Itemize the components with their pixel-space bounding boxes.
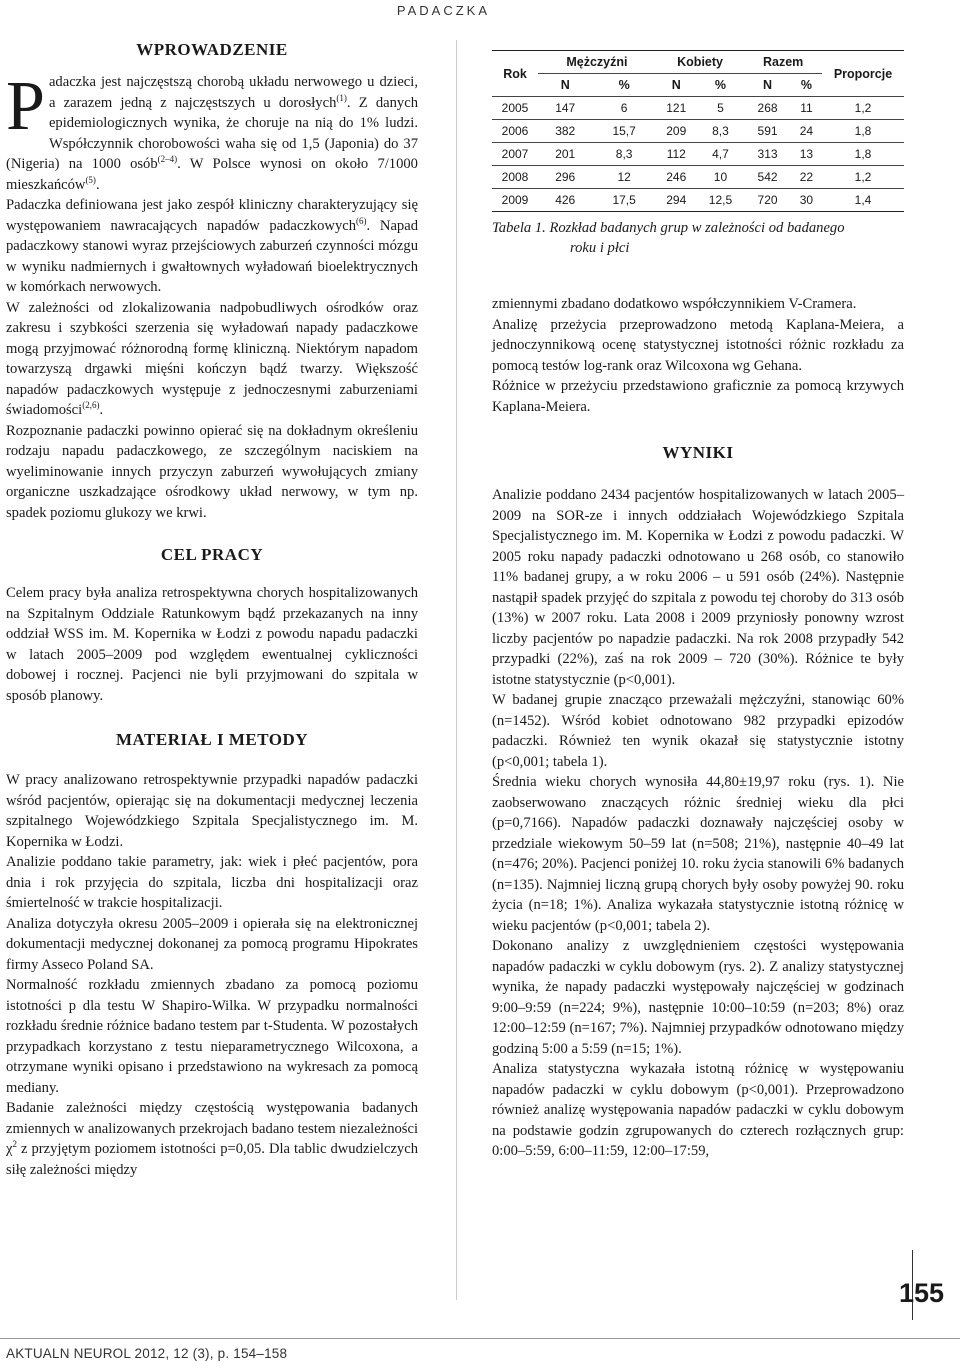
table-cell: 426	[538, 189, 592, 212]
intro-paragraph-2: Padaczka definiowana jest jako zespół kliniczny charakteryzujący się występowaniem nawracających napadów padaczkowych$^{(6)}$. Napad padaczkowy stanowi wyraz przejściowych zaburzeń czynności mózgu w wyniku nadmiernych i gwałtownych wyładowań bioelektrycznych w komórkach nerwowych.	[6, 197, 418, 295]
table-cell: 15,7	[592, 120, 655, 143]
table-row	[492, 120, 904, 143]
table-subheader-n: N	[538, 74, 592, 97]
table-cell: 5	[697, 97, 745, 120]
table-cell: 1,8	[822, 143, 904, 166]
citation: (2,6)	[82, 400, 100, 411]
table-subheader-percent: %	[791, 74, 822, 97]
section-heading-aim: CEL PRACY	[160, 545, 264, 564]
table-row	[492, 166, 904, 189]
results-paragraph-1: Analizie poddano 2434 pacjentów hospitalizowanych w latach 2005–2009 na SOR-ze i innych oddziałach Wojewódzkiego Szpitala Specjalistycznego im. M. Kopernika w Łodzi z powodu padaczki. W 2005 roku napady padaczki odnotowano u 268 osób, co stanowiło 11% badanej grupy, a w roku 2006 – u 591 osób (24%). Następnie nastąpił spadek przyjęć do szpitala z powodu tej choroby do 313 osób (13%) w 2007 roku. Lata 2008 i 2009 przyniosły ponowny wzrost liczby pacjentów po napadzie padaczki. Na rok 2008 przypadły 542 przypadki (22%), zaś na rok 2009 – 720 (30%). Różnice te były istotne statystycznie (p<0,001).	[492, 487, 904, 688]
table-cell: 2005	[492, 97, 538, 120]
table-row	[492, 97, 904, 120]
table-row	[492, 143, 904, 166]
table-cell: 12	[592, 166, 655, 189]
methods-paragraph-1: W pracy analizowano retrospektywnie przypadki napadów padaczki wśród pacjentów, opierając się na dokumentacji medycznej leczenia szpitalnego Wojewódzkiego Szpitala Specjalistycznego im. M. Kopernika w Łodzi.	[6, 772, 418, 850]
table-cell: 2007	[492, 143, 538, 166]
table-cell: 382	[538, 120, 592, 143]
table-cell: 201	[538, 143, 592, 166]
footer-rule	[0, 1338, 960, 1339]
table-subheader-n: N	[744, 74, 791, 97]
table-subheader-n: N	[656, 74, 697, 97]
intro-paragraph-1: Padaczka jest najczęstszą chorobą układu nerwowego u dzieci, a zarazem jedną z najczęstszych u dorosłych$^{(1)}$. Z danych epidemiologicznych wynika, że choruje na nią do 1% ludzi. Współczynnik chorobowości waha się od 1,5 (Japonia) do 37 (Nigeria) na 1000 osób$^{(2-4)}$. W Polsce wynosi on około 7/1000 mieszkańców$^{(5)}$.	[6, 68, 418, 193]
table-subheader-percent: %	[592, 74, 655, 97]
table-cell: 147	[538, 97, 592, 120]
table-cell: 17,5	[592, 189, 655, 212]
left-column	[6, 40, 418, 1180]
table-header-total: Razem	[744, 51, 822, 74]
table-cell: 112	[656, 143, 697, 166]
drop-cap: P	[6, 68, 45, 145]
page-number: 155	[898, 1278, 944, 1308]
table-cell: 4,7	[697, 143, 745, 166]
table-1	[492, 50, 904, 212]
table-cell: 8,3	[592, 143, 655, 166]
running-head: PADACZKA	[396, 3, 490, 18]
table-cell: 542	[744, 166, 791, 189]
table-cell: 1,2	[822, 166, 904, 189]
methods-paragraph-2: Analizie poddano takie parametry, jak: wiek i płeć pacjentów, pora dnia i rok przyjęcia do szpitala, liczba dni hospitalizacji oraz śmiertelność w trakcie hospitalizacji.	[6, 854, 418, 911]
table-caption: Tabela 1. Rozkład badanych grup w zależności od badanego roku i płci	[492, 220, 845, 256]
table-cell: 12,5	[697, 189, 745, 212]
table-cell: 2009	[492, 189, 538, 212]
table-header-proportion: Proporcje	[822, 51, 904, 97]
table-cell: 294	[656, 189, 697, 212]
table-cell: 24	[791, 120, 822, 143]
table-cell: 313	[744, 143, 791, 166]
survival-paragraph-1: Analizę przeżycia przeprowadzono metodą Kaplana-Meiera, a jednoczynnikową ocenę statystycznej istotności różnic rozkładu za pomocą testów log-rank oraz Wilcoxona wg Gehana.	[492, 316, 904, 374]
table-cell: 30	[791, 189, 822, 212]
table-cell: 268	[744, 97, 791, 120]
citation: (1)	[336, 92, 347, 103]
citation: (5)	[85, 174, 96, 185]
table-cell: 1,2	[822, 97, 904, 120]
table-cell: 8,3	[697, 120, 745, 143]
table-cell: 720	[744, 189, 791, 212]
section-heading-introduction: WPROWADZENIE	[136, 40, 288, 59]
table-cell: 1,4	[822, 189, 904, 212]
table-cell: 1,8	[822, 120, 904, 143]
table-cell: 11	[791, 97, 822, 120]
survival-paragraph-2: Różnice w przeżyciu przedstawiono graficznie za pomocą krzywych Kaplana-Meiera.	[492, 378, 904, 415]
aim-paragraph: Celem pracy była analiza retrospektywna chorych hospitalizowanych na Szpitalnym Oddziale Ratunkowym bądź przekazanych na inny oddział WSS im. M. Kopernika w Łodzi z powodu napadu padaczki w latach 2005–2009 pod względem ewentualnej cykliczności dobowej i rocznej. Pacjenci nie byli przyjmowani do szpitala w sposób planowy.	[6, 585, 418, 704]
table-header-year: Rok	[492, 51, 538, 97]
right-column	[492, 50, 904, 1162]
table-cell: 246	[656, 166, 697, 189]
methods-paragraph-5: Badanie zależności między częstością występowania badanych zmiennych w analizowanych przekrojach badano testem niezależności $\chi^2$ z przyjętym poziomem istotności p=0,05. Dla tablic dwudzielczych siłę zależności między	[6, 1100, 418, 1178]
table-subheader-percent: %	[697, 74, 745, 97]
table-cell: 2008	[492, 166, 538, 189]
table-cell: 209	[656, 120, 697, 143]
methods-continued-paragraph: zmiennymi zbadano dodatkowo współczynnikiem V-Cramera.	[492, 296, 857, 312]
methods-paragraph-3: Analiza dotyczyła okresu 2005–2009 i opierała się na elektronicznej dokumentacji medycznej dokonanej za pomocą programu Hipokrates firmy Asseco Poland SA.	[6, 915, 418, 973]
footer-citation: AKTUALN NEUROL 2012, 12 (3), p. 154–158	[6, 1346, 288, 1361]
table-cell: 296	[538, 166, 592, 189]
column-divider	[456, 40, 457, 1300]
citation: (2–4)	[157, 154, 178, 165]
results-paragraph-3: Średnia wieku chorych wynosiła 44,80±19,97 roku (rys. 1). Nie zaobserwowano znaczących różnic średniej wieku dla płci (p=0,7166). Napadów padaczki doznawały najczęściej osoby w przedziale wiekowym 50–59 lat (n=508; 21%), następnie 40–49 lat (n=476; 20%). Pacjenci poniżej 10. roku życia stanowili 6% badanych (n=135). Najmniej liczną grupą chorych były osoby powyżej 90. roku życia (n=18; 1%). Analiza wykazała statystycznie istotną różnicę w wieku pacjentów (p<0,001; tabela 2).	[492, 774, 904, 934]
table-cell: 2006	[492, 120, 538, 143]
table-cell: 13	[791, 143, 822, 166]
intro-paragraph-4: Rozpoznanie padaczki powinno opierać się na dokładnym określeniu rodzaju napadu padaczkowego, ze szczególnym naciskiem na wyeliminowanie innych przyczyn zaburzeń wywołujących zmiany organiczne uszkadzające ośrodkowy układ nerwowy, w tym np. spadek poziomu glukozy we krwi.	[6, 422, 418, 521]
table-cell: 121	[656, 97, 697, 120]
results-paragraph-4: Dokonano analizy z uwzględnieniem częstości występowania napadów padaczki w cyklu dobowym (rys. 2). Z analizy statystycznej wynika, że napady padaczki występowały najczęściej w godzinach 9:00–9:59 (n=224; 9%), następnie 10:00–10:59 (n=203; 8%) oraz 12:00–12:59 (n=167; 7%). Najmniej przypadków odnotowano między godziną 5:00 a 5:59 (n=15; 1%).	[492, 938, 904, 1057]
intro-paragraph-3: W zależności od zlokalizowania nadpobudliwych ośrodków oraz zakresu i szybkości szerzenia się wyładowań napady padaczkowe mogą przyjmować różnorodną formę kliniczną. Niektórym napadom towarzyszą drgawki mięśni kończyn bądź twarzy. Większość napadów padaczkowych występuje z jednoczesnymi zaburzeniami świadomości$^{(2,6)}$.	[6, 299, 418, 418]
methods-paragraph-4: Normalność rozkładu zmiennych zbadano za pomocą poziomu istotności p dla testu W Shapiro-Wilka. W przypadku normalności rozkładu średnie różnice badano testem par t-Studenta. W pozostałych przypadkach korzystano z testu nieparametrycznego Wilcoxona, a otrzymane wyniki opisano i przedstawiono na wykresach za pomocą mediany.	[6, 977, 418, 1096]
table-header-men: Mężczyźni	[538, 51, 656, 74]
results-paragraph-2: W badanej grupie znacząco przeważali mężczyźni, stanowiąc 60% (n=1452). Wśród kobiet odnotowano 982 przypadki epizodów padaczki. Również ten wynik okazał się statystycznie istotny (p<0,001; tabela 1).	[492, 692, 904, 770]
citation: (6)	[356, 215, 367, 226]
table-cell: 22	[791, 166, 822, 189]
section-heading-results: WYNIKI	[662, 443, 734, 462]
results-paragraph-5: Analiza statystyczna wykazała istotną różnicę w występowaniu napadów padaczki w cyklu dobowym (p<0,001). Przeprowadzono również analizę występowania napadów padaczki w cyklu dobowym na podstawie godzin zgrupowanych do czterech rozłącznych grup: 0:00–5:59, 6:00–11:59, 12:00–17:59,	[492, 1061, 904, 1159]
table-cell: 6	[592, 97, 655, 120]
table-cell: 591	[744, 120, 791, 143]
table-cell: 10	[697, 166, 745, 189]
table-row	[492, 189, 904, 212]
table-header-women: Kobiety	[656, 51, 744, 74]
section-heading-methods: MATERIAŁ I METODY	[115, 730, 309, 749]
